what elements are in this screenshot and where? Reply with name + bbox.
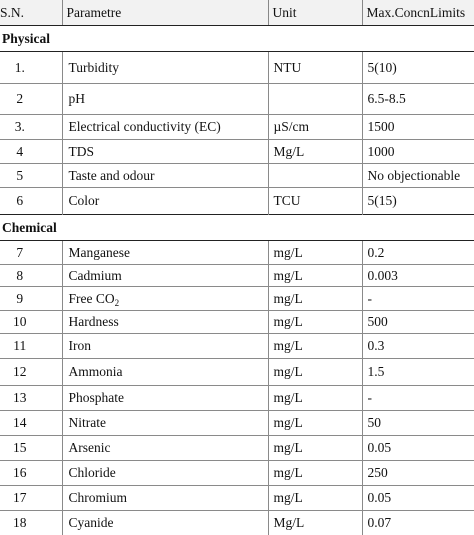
cell-parameter: TDS <box>62 140 268 164</box>
table-row <box>0 84 474 115</box>
cell-unit <box>268 164 362 188</box>
cell-parameter: Arsenic <box>62 436 268 461</box>
cell-sn: 4 <box>0 140 62 164</box>
cell-unit: mg/L <box>268 386 362 411</box>
header-limit: Max.ConcnLimits <box>362 0 474 26</box>
section-title: Physical <box>0 26 474 52</box>
table-row <box>0 411 474 436</box>
cell-parameter <box>62 287 268 311</box>
table-row <box>0 311 474 334</box>
cell-parameter: Taste and odour <box>62 164 268 188</box>
cell-sn: 7 <box>0 241 62 265</box>
cell-unit: mg/L <box>268 311 362 334</box>
cell-sn: 9 <box>0 287 62 311</box>
cell-parameter: Chromium <box>62 486 268 511</box>
cell-parameter: Hardness <box>62 311 268 334</box>
cell-sn: 6 <box>0 188 62 215</box>
cell-sn: 1. <box>0 52 62 84</box>
cell-unit: mg/L <box>268 241 362 265</box>
table-row <box>0 115 474 140</box>
cell-unit: NTU <box>268 52 362 84</box>
cell-sn: 17 <box>0 486 62 511</box>
cell-limit: 0.3 <box>362 334 474 359</box>
cell-unit <box>268 84 362 115</box>
cell-unit: mg/L <box>268 287 362 311</box>
cell-sn: 14 <box>0 411 62 436</box>
cell-sn: 8 <box>0 265 62 287</box>
cell-limit: 0.05 <box>362 486 474 511</box>
table-row <box>0 334 474 359</box>
section-row <box>0 215 474 241</box>
cell-sn: 5 <box>0 164 62 188</box>
cell-sn: 3. <box>0 115 62 140</box>
cell-unit: mg/L <box>268 461 362 486</box>
cell-limit: 0.003 <box>362 265 474 287</box>
cell-unit: mg/L <box>268 436 362 461</box>
cell-unit: Mg/L <box>268 511 362 535</box>
table-row <box>0 164 474 188</box>
header-parameter: Parametre <box>62 0 268 26</box>
cell-limit: - <box>362 386 474 411</box>
cell-parameter: pH <box>62 84 268 115</box>
cell-parameter: Phosphate <box>62 386 268 411</box>
cell-limit: 250 <box>362 461 474 486</box>
cell-unit: mg/L <box>268 265 362 287</box>
cell-parameter: Iron <box>62 334 268 359</box>
cell-limit: 0.05 <box>362 436 474 461</box>
table-row <box>0 436 474 461</box>
table-row <box>0 265 474 287</box>
section-title: Chemical <box>0 215 474 241</box>
header-row <box>0 0 474 26</box>
cell-unit: mg/L <box>268 411 362 436</box>
cell-parameter: Cadmium <box>62 265 268 287</box>
cell-sn: 10 <box>0 311 62 334</box>
header-unit: Unit <box>268 0 362 26</box>
cell-parameter: Manganese <box>62 241 268 265</box>
cell-limit: 500 <box>362 311 474 334</box>
table-row <box>0 511 474 535</box>
cell-parameter: Turbidity <box>62 52 268 84</box>
section-row <box>0 26 474 52</box>
cell-unit: mg/L <box>268 359 362 386</box>
cell-limit: 6.5-8.5 <box>362 84 474 115</box>
table-row <box>0 359 474 386</box>
table-row <box>0 140 474 164</box>
table-body <box>0 26 474 535</box>
cell-limit: 1000 <box>362 140 474 164</box>
cell-sn: 15 <box>0 436 62 461</box>
cell-parameter: Color <box>62 188 268 215</box>
cell-limit: 50 <box>362 411 474 436</box>
cell-limit: 5(10) <box>362 52 474 84</box>
cell-unit: TCU <box>268 188 362 215</box>
cell-unit: mg/L <box>268 486 362 511</box>
cell-unit: Mg/L <box>268 140 362 164</box>
table-row <box>0 188 474 215</box>
cell-limit: 5(15) <box>362 188 474 215</box>
table-row <box>0 287 474 311</box>
cell-parameter: Cyanide <box>62 511 268 535</box>
cell-parameter: Ammonia <box>62 359 268 386</box>
cell-limit: - <box>362 287 474 311</box>
cell-unit: µS/cm <box>268 115 362 140</box>
cell-sn: 2 <box>0 84 62 115</box>
cell-sn: 12 <box>0 359 62 386</box>
cell-limit: 1.5 <box>362 359 474 386</box>
cell-limit: No objectionable <box>362 164 474 188</box>
table-row <box>0 241 474 265</box>
cell-limit: 0.2 <box>362 241 474 265</box>
cell-limit: 0.07 <box>362 511 474 535</box>
table-row <box>0 486 474 511</box>
cell-sn: 16 <box>0 461 62 486</box>
parameter-text: Free CO <box>68 290 115 306</box>
cell-limit: 1500 <box>362 115 474 140</box>
cell-sn: 13 <box>0 386 62 411</box>
cell-parameter: Chloride <box>62 461 268 486</box>
table-row <box>0 52 474 84</box>
table-row <box>0 461 474 486</box>
cell-sn: 11 <box>0 334 62 359</box>
cell-parameter: Nitrate <box>62 411 268 436</box>
cell-parameter: Electrical conductivity (EC) <box>62 115 268 140</box>
table-row <box>0 386 474 411</box>
cell-sn: 18 <box>0 511 62 535</box>
header-sn: S.N. <box>0 0 62 26</box>
cell-unit: mg/L <box>268 334 362 359</box>
parameter-subscript: 2 <box>114 297 120 308</box>
